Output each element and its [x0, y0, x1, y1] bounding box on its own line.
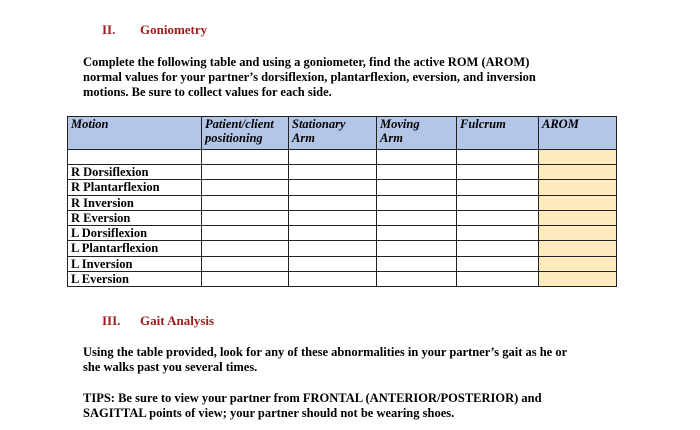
- instruction-line: normal values for your partner’s dorsiflexion, plantarflexion, eversion, and inversion: [83, 70, 536, 84]
- entry-cell[interactable]: [457, 256, 539, 271]
- motion-label: R Inversion: [68, 195, 202, 210]
- entry-cell[interactable]: [289, 195, 377, 210]
- entry-cell[interactable]: [202, 195, 289, 210]
- entry-cell[interactable]: [289, 256, 377, 271]
- arom-cell[interactable]: [539, 226, 617, 241]
- header-stationary-arm: Stationary Arm: [289, 117, 377, 150]
- section-title: Goniometry: [140, 22, 208, 37]
- entry-cell[interactable]: [289, 180, 377, 195]
- gait-instructions: [83, 345, 567, 375]
- entry-cell[interactable]: [457, 226, 539, 241]
- motion-label: R Plantarflexion: [68, 180, 202, 195]
- entry-cell[interactable]: [289, 165, 377, 180]
- paragraph-line: SAGITTAL points of view; your partner should not be wearing shoes.: [83, 406, 455, 420]
- header-motion: Motion: [68, 117, 202, 150]
- gait-tips: [83, 391, 542, 421]
- entry-cell[interactable]: [202, 226, 289, 241]
- table-row: [68, 165, 617, 180]
- table-row: [68, 226, 617, 241]
- goniometry-instructions: [83, 55, 536, 100]
- table-row: [68, 241, 617, 256]
- section-title: Gait Analysis: [140, 313, 215, 328]
- entry-cell[interactable]: [377, 241, 457, 256]
- entry-cell[interactable]: [202, 241, 289, 256]
- section-2-heading: [102, 22, 207, 38]
- instruction-line: motions. Be sure to collect values for each side.: [83, 85, 332, 99]
- table-spacer-row: [68, 150, 617, 165]
- entry-cell[interactable]: [457, 210, 539, 225]
- motion-label: L Eversion: [68, 272, 202, 287]
- paragraph-line: Using the table provided, look for any of these abnormalities in your partner’s gait as he or: [83, 345, 568, 359]
- section-number: II.: [102, 22, 116, 37]
- entry-cell[interactable]: [457, 165, 539, 180]
- header-moving-arm: Moving Arm: [377, 117, 457, 150]
- empty-cell: [68, 150, 202, 165]
- entry-cell[interactable]: [377, 256, 457, 271]
- motion-label: R Eversion: [68, 210, 202, 225]
- arom-cell: [539, 150, 617, 165]
- motion-label: L Inversion: [68, 256, 202, 271]
- empty-cell: [377, 150, 457, 165]
- entry-cell[interactable]: [377, 226, 457, 241]
- arom-cell[interactable]: [539, 272, 617, 287]
- empty-cell: [289, 150, 377, 165]
- entry-cell[interactable]: [289, 210, 377, 225]
- arom-cell[interactable]: [539, 195, 617, 210]
- header-arom: AROM: [539, 117, 617, 150]
- entry-cell[interactable]: [202, 180, 289, 195]
- table-row: [68, 256, 617, 271]
- empty-cell: [457, 150, 539, 165]
- table-row: [68, 210, 617, 225]
- entry-cell[interactable]: [377, 180, 457, 195]
- header-positioning: Patient/client positioning: [202, 117, 289, 150]
- entry-cell[interactable]: [457, 195, 539, 210]
- arom-cell[interactable]: [539, 165, 617, 180]
- section-number: III.: [102, 313, 121, 328]
- arom-cell[interactable]: [539, 256, 617, 271]
- entry-cell[interactable]: [289, 241, 377, 256]
- motion-label: L Dorsiflexion: [68, 226, 202, 241]
- entry-cell[interactable]: [377, 272, 457, 287]
- entry-cell[interactable]: [289, 226, 377, 241]
- entry-cell[interactable]: [377, 165, 457, 180]
- motion-label: L Plantarflexion: [68, 241, 202, 256]
- empty-cell: [202, 150, 289, 165]
- table-row: [68, 195, 617, 210]
- entry-cell[interactable]: [457, 272, 539, 287]
- entry-cell[interactable]: [202, 272, 289, 287]
- motion-label: R Dorsiflexion: [68, 165, 202, 180]
- table-header-row: [68, 117, 617, 150]
- entry-cell[interactable]: [377, 195, 457, 210]
- entry-cell[interactable]: [202, 210, 289, 225]
- section-3-heading: [102, 313, 214, 329]
- header-fulcrum: Fulcrum: [457, 117, 539, 150]
- entry-cell[interactable]: [202, 256, 289, 271]
- paragraph-line: TIPS: Be sure to view your partner from FRONTAL (ANTERIOR/POSTERIOR) and: [83, 391, 542, 405]
- goniometry-table: [67, 116, 617, 287]
- arom-cell[interactable]: [539, 210, 617, 225]
- table-row: [68, 180, 617, 195]
- instruction-line: Complete the following table and using a goniometer, find the active ROM (AROM): [83, 55, 530, 69]
- arom-cell[interactable]: [539, 241, 617, 256]
- entry-cell[interactable]: [202, 165, 289, 180]
- paragraph-line: she walks past you several times.: [83, 360, 258, 374]
- entry-cell[interactable]: [377, 210, 457, 225]
- table-row: [68, 272, 617, 287]
- arom-cell[interactable]: [539, 180, 617, 195]
- entry-cell[interactable]: [457, 241, 539, 256]
- entry-cell[interactable]: [289, 272, 377, 287]
- entry-cell[interactable]: [457, 180, 539, 195]
